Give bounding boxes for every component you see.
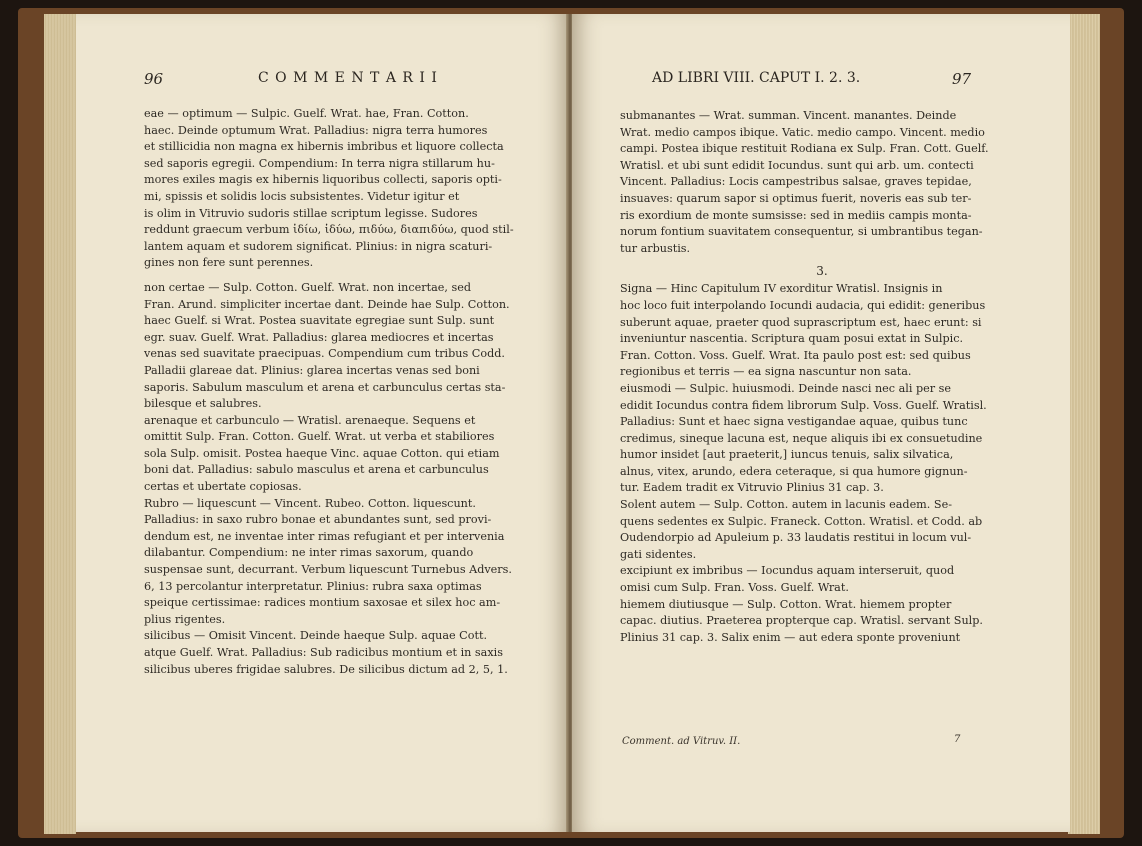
text-line: Vincent. Palladius: Locis campestribus salsae, graves tepidae, (620, 175, 972, 189)
text-line: edidit Iocundus contra fidem librorum Sulp. Voss. Guelf. Wratisl. (620, 398, 987, 412)
text-line: mores exiles magis ex hibernis liquoribus collecti, saporis opti- (144, 173, 502, 187)
text-line: Fran. Cotton. Voss. Guelf. Wrat. Ita paulo post est: sed quibus (620, 348, 971, 362)
right-page (572, 14, 1070, 832)
text-line: gines non fere sunt perennes. (144, 256, 314, 270)
footer-sheet-number: 7 (954, 734, 961, 745)
left-page (76, 14, 568, 832)
text-line: silicibus — Omisit Vincent. Deinde haeque Sulp. aquae Cott. (144, 629, 488, 643)
text-line: plius rigentes. (144, 612, 226, 626)
right-body-text (620, 108, 1024, 646)
text-line: Palladii glareae dat. Plinius: glarea incertas venas sed boni (144, 363, 480, 377)
text-line: non certae — Sulp. Cotton. Guelf. Wrat. non incertae, sed (144, 280, 472, 294)
text-line: tur. Eadem tradit ex Vitruvio Plinius 31 cap. 3. (620, 481, 884, 495)
text-line: ris exordium de monte sumsisse: sed in mediis campis monta- (620, 208, 972, 222)
text-line: arenaque et carbunculo — Wratisl. arenaeque. Sequens et (144, 413, 476, 427)
text-line: omisi cum Sulp. Fran. Voss. Guelf. Wrat. (620, 581, 849, 595)
text-line: regionibus et terris — ea signa nascuntur non sata. (620, 365, 912, 379)
text-line: dendum est, ne inventae inter rimas refugiant et per intervenia (144, 529, 505, 543)
text-line: boni dat. Palladius: sabulo masculus et arena et carbunculus (144, 463, 489, 477)
text-line: submanantes — Wrat. summan. Vincent. manantes. Deinde (620, 109, 957, 122)
text-line: capac. diutius. Praeterea propterque cap. Wratisl. servant Sulp. (620, 614, 983, 628)
section-number: 3. (816, 264, 828, 279)
text-line: suberunt aquae, praeter quod suprascriptum est, haec erunt: si (620, 315, 982, 329)
text-line: sola Sulp. omisit. Postea haeque Vinc. aquae Cotton. qui etiam (144, 446, 500, 460)
text-line: excipiunt ex imbribus — Iocundus aquam interseruit, quod (620, 564, 955, 578)
text-line: is olim in Vitruvio sudoris stillae scriptum legisse. Sudores (144, 206, 478, 220)
left-page-number: 96 (144, 70, 164, 88)
text-line: silicibus uberes frigidae salubres. De silicibus dictum ad 2, 5, 1. (144, 662, 508, 676)
left-body-text (144, 106, 544, 678)
text-line: lantem aquam et sudorem significat. Plinius: in nigra scaturi- (144, 239, 493, 253)
text-line: Solent autem — Sulp. Cotton. autem in lacunis eadem. Se- (620, 498, 952, 512)
text-line: speique certissimae: radices montium saxosae et silex hoc am- (144, 596, 501, 610)
footer-signature: Comment. ad Vitruv. II. (622, 736, 741, 747)
text-line: Palladius: Sunt et haec signa vestigandae aquae, quibus tunc (620, 415, 968, 429)
text-line: inveniuntur nascentia. Scriptura quam posui extat in Sulpic. (620, 332, 964, 346)
text-line: Wratisl. et ubi sunt edidit Iocundus. sunt qui arb. um. contecti (620, 158, 974, 172)
text-line: Wrat. medio campos ibique. Vatic. medio campo. Vincent. medio (620, 125, 985, 139)
page-edges-left (44, 14, 76, 834)
text-line: eiusmodi — Sulpic. huiusmodi. Deinde nasci nec ali per se (620, 381, 952, 395)
text-line: dilabantur. Compendium: ne inter rimas saxorum, quando (144, 546, 474, 560)
text-line: Oudendorpio ad Apuleium p. 33 laudatis restitui in locum vul- (620, 531, 972, 545)
text-line: Rubro — liquescunt — Vincent. Rubeo. Cotton. liquescunt. (144, 496, 476, 510)
text-line: credimus, sineque lacuna est, neque aliquis ibi ex consuetudine (620, 431, 983, 445)
right-page-number: 97 (952, 70, 972, 88)
text-line: eae — optimum — Sulpic. Guelf. Wrat. hae, Fran. Cotton. (144, 107, 469, 120)
text-line: insuaves: quarum sapor si optimus fuerit, noveris eas sub ter- (620, 191, 972, 205)
text-line: Signa — Hinc Capitulum IV exorditur Wratisl. Insignis in (620, 282, 943, 296)
text-line: quens sedentes ex Sulpic. Franeck. Cotton. Wratisl. et Codd. ab (620, 514, 983, 528)
text-line: humor insidet [aut praeterit,] iuncus tenuis, salix silvatica, (620, 448, 954, 462)
text-line: sed saporis egregii. Compendium: In terra nigra stillarum hu- (144, 156, 495, 170)
text-line: haec Guelf. si Wrat. Postea suavitate egregiae sunt Sulp. sunt (144, 314, 495, 328)
text-line: venas sed suavitate praecipuas. Compendium cum tribus Codd. (144, 347, 505, 361)
text-line: alnus, vitex, arundo, edera ceteraque, si qua humore gignun- (620, 464, 968, 478)
text-line: haec. Deinde optumum Wrat. Palladius: nigra terra humores (144, 123, 488, 137)
text-line: et stillicidia non magna ex hibernis imbribus et liquore collecta (144, 140, 504, 154)
text-line: mi, spissis et solidis locis subsistentes. Videtur igitur et (144, 189, 460, 203)
text-line: reddunt graecum verbum ἱδίω, ἱδύω, πιδύω, διαπιδύω, quod stil- (144, 223, 514, 237)
right-running-head: AD LIBRI VIII. CAPUT I. 2. 3. (652, 70, 861, 86)
left-running-head: C O M M E N T A R I I (258, 70, 438, 86)
text-line: suspensae sunt, decurrant. Verbum liquescunt Turnebus Advers. (144, 563, 512, 577)
text-line: saporis. Sabulum masculum et arena et carbunculus certas sta- (144, 380, 506, 394)
text-line: certas et ubertate copiosas. (144, 480, 302, 494)
text-line: norum fontium suavitatem consequentur, si umbrantibus tegan- (620, 225, 983, 239)
text-line: omittit Sulp. Fran. Cotton. Guelf. Wrat. ut verba et stabiliores (144, 430, 495, 444)
text-line: campi. Postea ibique restituit Rodiana ex Sulp. Fran. Cott. Guelf. (620, 142, 989, 156)
page-edges-right (1068, 14, 1100, 834)
text-line: Fran. Arund. simpliciter incertae dant. Deinde hae Sulp. Cotton. (144, 297, 510, 311)
text-line: atque Guelf. Wrat. Palladius: Sub radicibus montium et in saxis (144, 646, 503, 659)
text-line: hiemem diutiusque — Sulp. Cotton. Wrat. hiemem propter (620, 597, 952, 611)
text-line: tur arbustis. (620, 241, 691, 255)
text-line: Palladius: in saxo rubro bonae et abundantes sunt, sed provi- (144, 513, 492, 527)
text-line: gati sidentes. (620, 547, 697, 561)
text-line: bilesque et salubres. (144, 397, 262, 411)
text-line: hoc loco fuit interpolando Iocundi audacia, qui edidit: generibus (620, 298, 986, 312)
text-line: 6, 13 percolantur interpretatur. Plinius: rubra saxa optimas (144, 579, 482, 593)
text-line: Plinius 31 cap. 3. Salix enim — aut edera sponte proveniunt (620, 630, 961, 644)
paragraph-gap (144, 272, 544, 280)
text-line: egr. suav. Guelf. Wrat. Palladius: glarea mediocres et incertas (144, 330, 494, 344)
